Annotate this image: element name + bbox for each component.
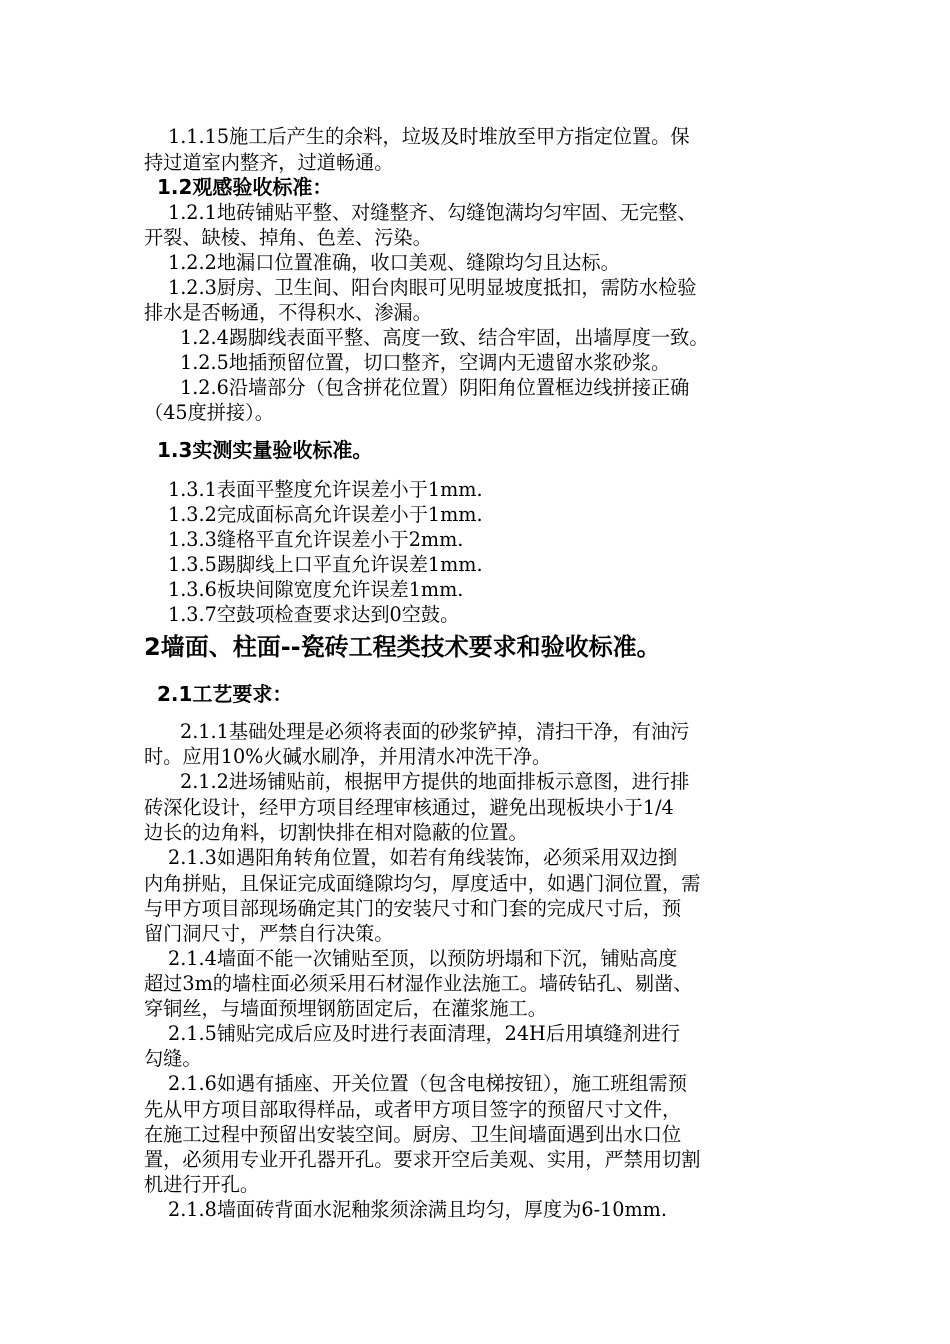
paragraph-line: 1.1.15施工后产生的余料，垃圾及时堆放至甲方指定位置。保 bbox=[168, 125, 690, 148]
paragraph-line: 超过3m的墙柱面必须采用石材湿作业法施工。墙砖钻孔、剔凿、 bbox=[144, 972, 693, 995]
paragraph-line: 2.1.3如遇阳角转角位置，如若有角线装饰，必须采用双边捯 bbox=[168, 846, 678, 869]
paragraph-line: 2.1.2进场铺贴前，根据甲方提供的地面排板示意图，进行排 bbox=[180, 770, 690, 793]
paragraph-line: 2.1.5铺贴完成后应及时进行表面清理，24H后用填缝剂进行 bbox=[168, 1022, 681, 1045]
paragraph-line: 留门洞尺寸，严禁自行决策。 bbox=[144, 922, 394, 945]
list-item: 1.3.3缝格平直允许误差小于2mm. bbox=[168, 528, 464, 551]
paragraph-line: 1.2.3厨房、卫生间、阳台肉眼可见明显坡度抵扣，需防水检验 bbox=[168, 276, 697, 299]
list-item: 1.3.6板块间隙宽度允许误差1mm. bbox=[168, 578, 464, 601]
section-heading-1-2: 1.2观感验收标准： bbox=[157, 175, 333, 199]
paragraph-line: 穿铜丝，与墙面预埋钢筋固定后，在灌浆施工。 bbox=[144, 997, 547, 1020]
paragraph-line: （45度拼接）。 bbox=[144, 401, 274, 424]
paragraph-line: 1.2.5地插预留位置，切口整齐，空调内无遗留水浆砂浆。 bbox=[180, 351, 671, 374]
paragraph-line: 与甲方项目部现场确定其门的安装尺寸和门套的完成尺寸后，预 bbox=[144, 897, 682, 920]
paragraph-line: 2.1.6如遇有插座、开关位置（包含电梯按钮），施工班组需预 bbox=[168, 1072, 687, 1095]
paragraph-line: 2.1.4墙面不能一次铺贴至顶，以预防坍塌和下沉，铺贴高度 bbox=[168, 947, 678, 970]
paragraph-line: 置，必须用专业开孔器开孔。要求开空后美观、实用，严禁用切割 bbox=[144, 1148, 701, 1171]
paragraph-line: 内角拼贴，且保证完成面缝隙均匀，厚度适中，如遇门洞位置，需 bbox=[144, 872, 701, 895]
paragraph-line: 1.2.2地漏口位置准确，收口美观、缝隙均匀且达标。 bbox=[168, 251, 620, 274]
list-item: 1.3.7空鼓项检查要求达到0空鼓。 bbox=[168, 603, 460, 626]
list-item: 1.3.5踢脚线上口平直允许误差1mm. bbox=[168, 553, 483, 576]
paragraph-line: 勾缝。 bbox=[144, 1047, 202, 1070]
paragraph-line: 1.2.6沿墙部分（包含拼花位置）阴阳角位置框边线拼接正确 bbox=[180, 376, 690, 399]
paragraph-line: 开裂、缺棱、掉角、色差、污染。 bbox=[144, 226, 432, 249]
paragraph-line: 边长的边角料，切割快排在相对隐蔽的位置。 bbox=[144, 821, 528, 844]
paragraph-line: 时。应用10%火碱水刷净，并用清水冲洗干净。 bbox=[144, 745, 552, 768]
paragraph-line: 2.1.8墙面砖背面水泥釉浆须涂满且均匀，厚度为6-10mm. bbox=[168, 1198, 667, 1221]
paragraph-line: 砖深化设计，经甲方项目经理审核通过，避免出现板块小于1/4 bbox=[144, 796, 674, 819]
list-item: 1.3.1表面平整度允许误差小于1mm. bbox=[168, 478, 483, 501]
section-heading-1-3: 1.3实测实量验收标准。 bbox=[157, 438, 373, 462]
list-item: 1.3.2完成面标高允许误差小于1mm. bbox=[168, 503, 483, 526]
paragraph-line: 1.2.4踢脚线表面平整、高度一致、结合牢固，出墙厚度一致。 bbox=[180, 326, 709, 349]
paragraph-line: 1.2.1地砖铺贴平整、对缝整齐、勾缝饱满均匀牢固、无完整、 bbox=[168, 201, 697, 224]
chapter-heading-2: 2墙面、柱面--瓷砖工程类技术要求和验收标准。 bbox=[144, 633, 661, 661]
paragraph-line: 先从甲方项目部取得样品，或者甲方项目签字的预留尺寸文件， bbox=[144, 1098, 682, 1121]
paragraph-line: 持过道室内整齐，过道畅通。 bbox=[144, 151, 394, 174]
paragraph-line: 在施工过程中预留出安装空间。厨房、卫生间墙面遇到出水口位 bbox=[144, 1123, 682, 1146]
paragraph-line: 机进行开孔。 bbox=[144, 1173, 260, 1196]
paragraph-line: 排水是否畅通，不得积水、渗漏。 bbox=[144, 301, 432, 324]
section-heading-2-1: 2.1工艺要求： bbox=[157, 682, 293, 706]
paragraph-line: 2.1.1基础处理是必须将表面的砂浆铲掉，清扫干净，有油污 bbox=[180, 720, 690, 743]
